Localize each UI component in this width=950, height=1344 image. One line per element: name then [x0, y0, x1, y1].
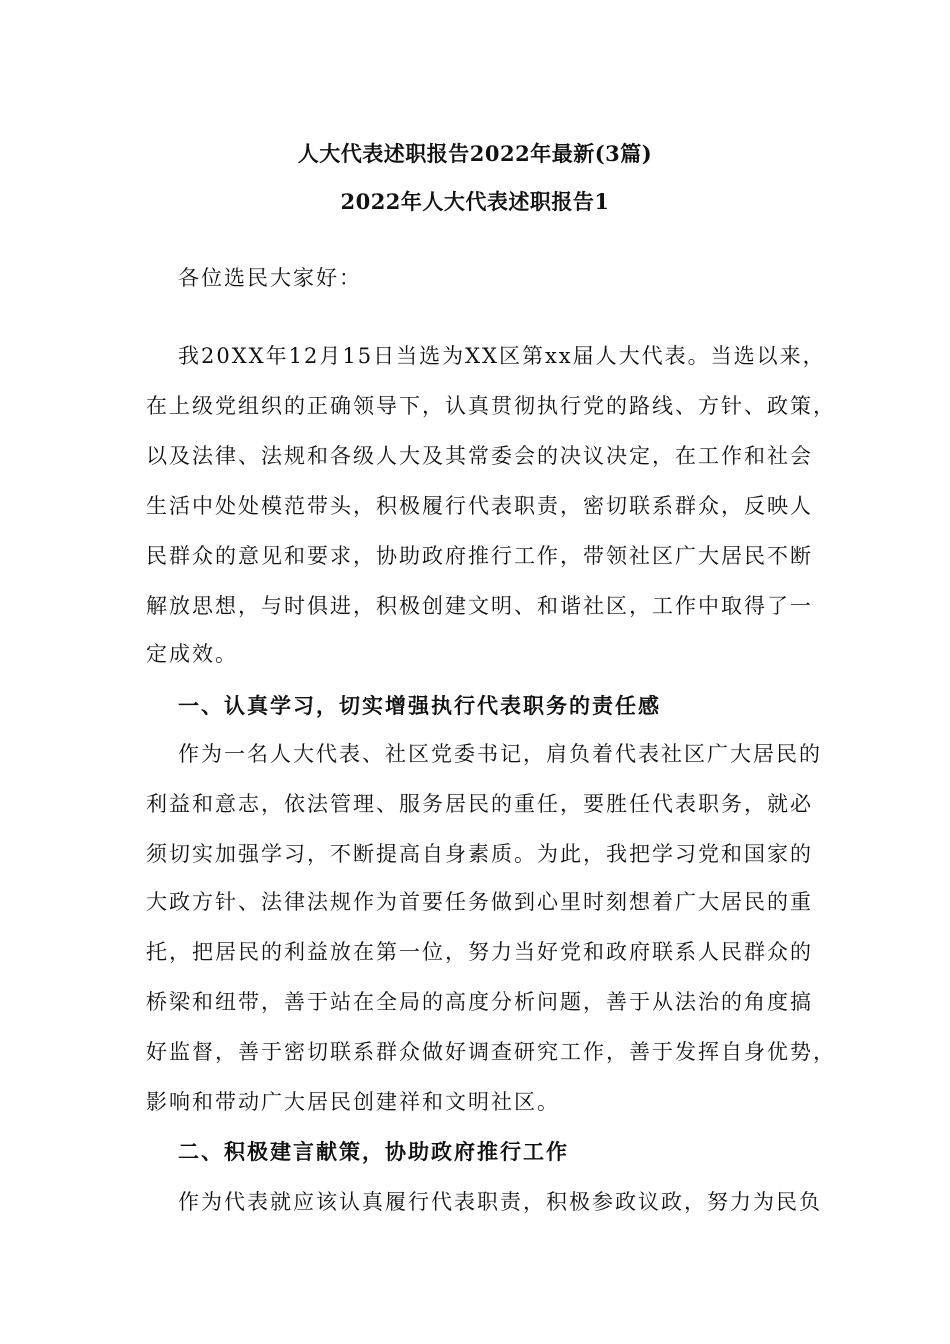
paragraph-line: 大政方针、法律法规作为首要任务做到心里时刻想着广大居民的重 [146, 890, 813, 914]
paragraph-line: 作为代表就应该认真履行代表职责，积极参政议政，努力为民负 [178, 1190, 822, 1214]
paragraph-line: 我20XX年12月15日当选为XX区第xx届人大代表。当选以来， [178, 344, 826, 368]
paragraph-line: 作为一名人大代表、社区党委书记，肩负着代表社区广大居民的 [178, 742, 822, 766]
document-title: 人大代表述职报告2022年最新(3篇) [297, 141, 653, 166]
greeting-line: 各位选民大家好： [178, 266, 362, 290]
paragraph-line: 好监督，善于密切联系群众做好调查研究工作，善于发挥自身优势， [146, 1040, 836, 1064]
paragraph-line: 生活中处处模范带头，积极履行代表职责，密切联系群众，反映人 [146, 494, 813, 518]
document-subtitle: 2022年人大代表述职报告1 [340, 189, 610, 214]
paragraph-line: 须切实加强学习，不断提高自身素质。为此，我把学习党和国家的 [146, 842, 813, 866]
paragraph-line: 以及法律、法规和各级人大及其常委会的决议决定，在工作和社会 [146, 444, 813, 468]
paragraph-line: 民群众的意见和要求，协助政府推行工作，带领社区广大居民不断 [146, 544, 813, 568]
paragraph-line: 利益和意志，依法管理、服务居民的重任，要胜任代表职务，就必 [146, 792, 813, 816]
paragraph-line: 在上级党组织的正确领导下，认真贯彻执行党的路线、方针、政策， [146, 394, 836, 418]
paragraph-line: 解放思想，与时俱进，积极创建文明、和谐社区，工作中取得了一 [146, 594, 813, 618]
section-heading: 一、认真学习，切实增强执行代表职务的责任感 [178, 693, 661, 718]
paragraph-line: 托，把居民的利益放在第一位，努力当好党和政府联系人民群众的 [146, 940, 813, 964]
paragraph-line: 定成效。 [146, 642, 238, 666]
paragraph-line: 桥梁和纽带，善于站在全局的高度分析问题，善于从法治的角度搞 [146, 990, 813, 1014]
paragraph-line: 影响和带动广大居民创建祥和文明社区。 [146, 1090, 560, 1114]
section-heading: 二、积极建言献策，协助政府推行工作 [178, 1139, 569, 1164]
